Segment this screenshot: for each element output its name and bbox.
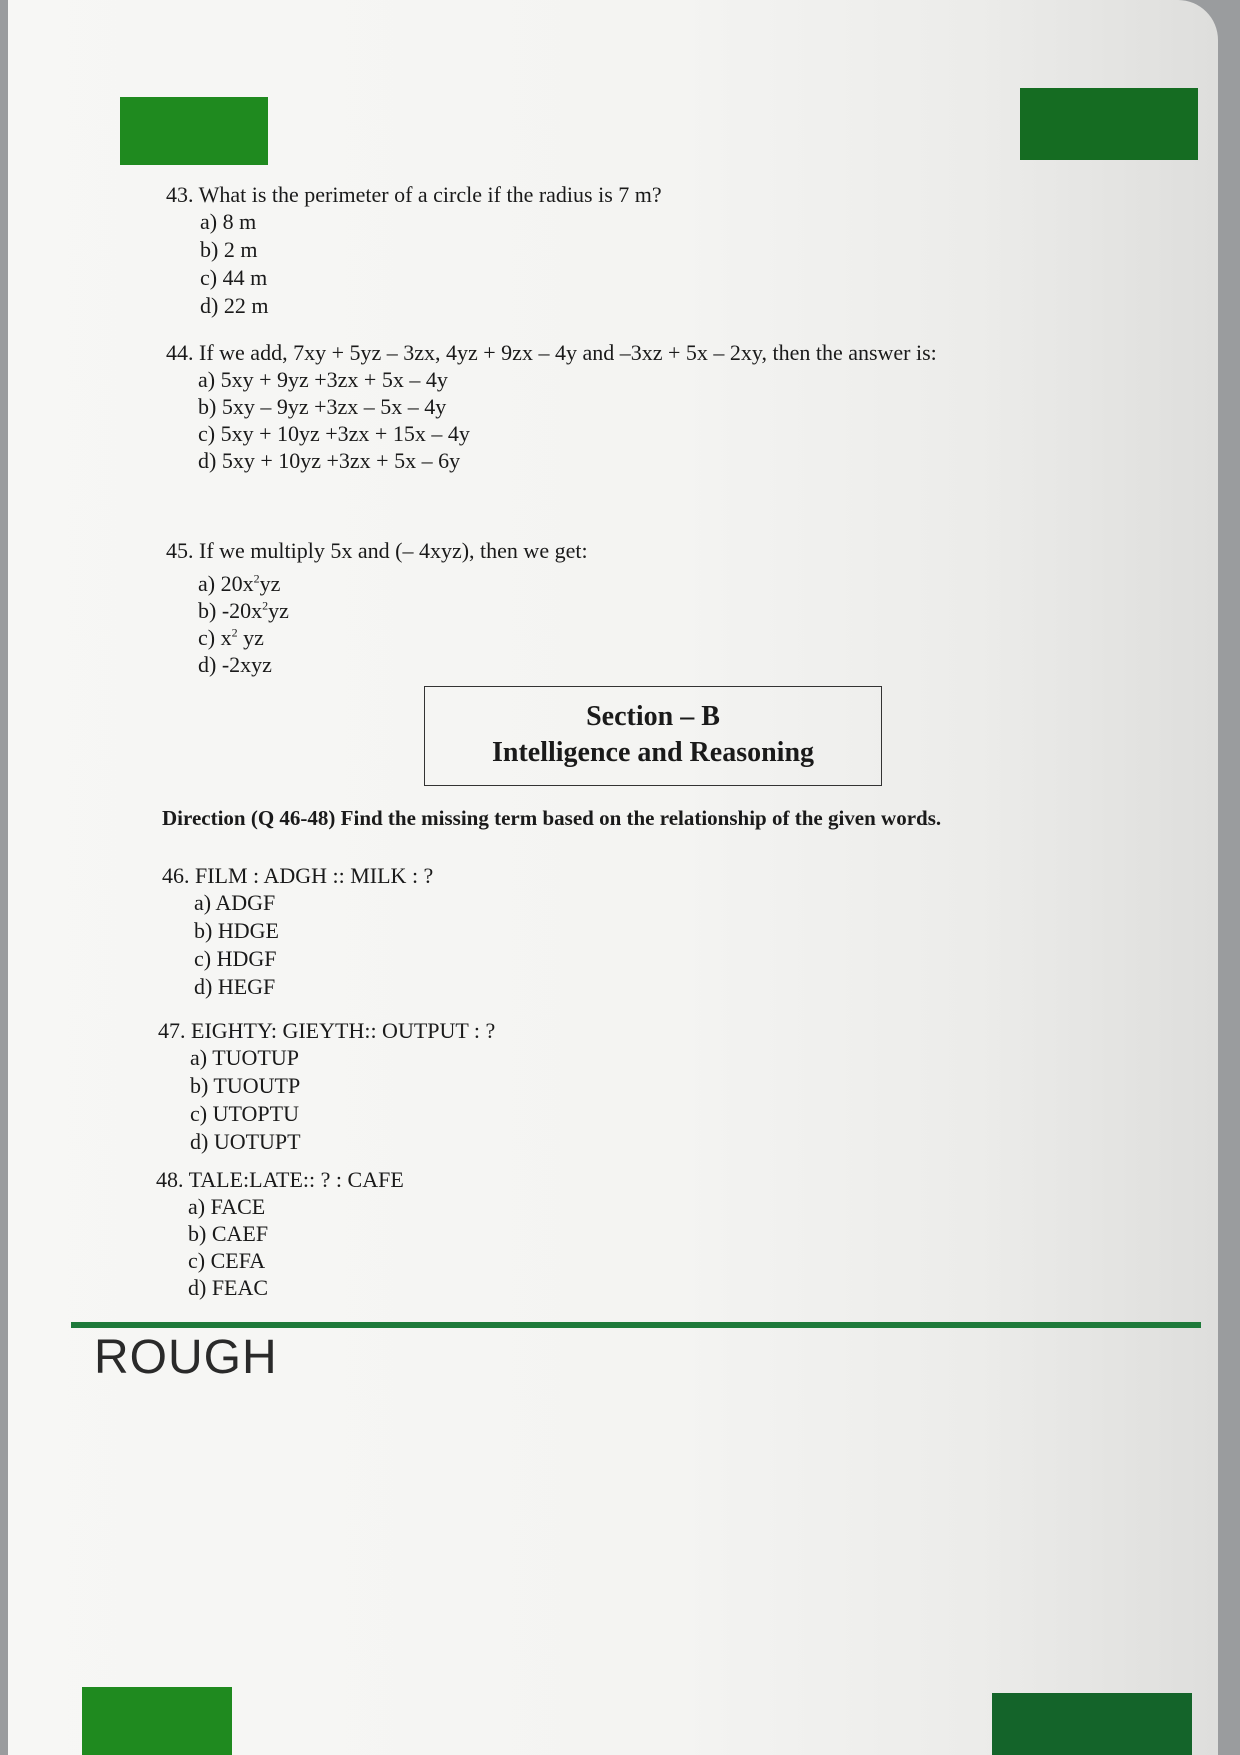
option-c: c) 44 m — [200, 265, 268, 290]
option-d: d) 22 m — [200, 293, 269, 318]
option-d: d) 5xy + 10yz +3zx + 5x – 6y — [198, 448, 461, 473]
question-44 — [166, 339, 937, 474]
section-heading-box — [424, 686, 882, 786]
option-c: c) $x^2$ yz — [198, 625, 264, 650]
question-43 — [166, 181, 662, 320]
option-c: c) CEFA — [188, 1248, 266, 1273]
question-stem: 44. If we add, 7xy + 5yz – 3zx, 4yz + 9zx – 4y and –3xz + 5x – 2xy, then the answer is: — [166, 340, 937, 365]
option-c: c) UTOPTU — [190, 1101, 299, 1126]
option-d: d) HEGF — [194, 974, 276, 999]
option-c: c) HDGF — [194, 946, 277, 971]
question-46 — [162, 862, 433, 1001]
exam-page — [8, 0, 1218, 1755]
option-a: a) 8 m — [200, 209, 257, 234]
option-d: d) FEAC — [188, 1275, 269, 1300]
question-stem: 43. What is the perimeter of a circle if the radius is 7 m? — [166, 182, 662, 207]
question-stem: 48. TALE:LATE:: ? : CAFE — [156, 1167, 404, 1192]
option-c: c) 5xy + 10yz +3zx + 15x – 4y — [198, 421, 470, 446]
corner-mark-bottom-right — [992, 1693, 1192, 1755]
rough-work-label: ROUGH — [94, 1331, 278, 1384]
option-b: b) $-20x^2yz$ — [198, 598, 289, 623]
question-stem: 47. EIGHTY: GIEYTH:: OUTPUT : ? — [158, 1018, 496, 1043]
corner-mark-bottom-left — [82, 1687, 232, 1755]
option-a: a) TUOTUP — [190, 1045, 299, 1070]
question-stem: 45. If we multiply 5x and (– 4xyz), then we get: — [166, 538, 588, 563]
section-subtitle: Intelligence and Reasoning — [491, 737, 815, 768]
corner-mark-top-left — [120, 97, 268, 165]
section-title: Section – B — [586, 701, 720, 732]
option-b: b) 5xy – 9yz +3zx – 5x – 4y — [198, 394, 447, 419]
option-b: b) CAEF — [188, 1221, 269, 1246]
direction-text: Direction (Q 46-48) Find the missing term based on the relationship of the given words. — [162, 806, 942, 830]
option-b: b) TUOUTP — [190, 1073, 301, 1098]
option-b: b) HDGE — [194, 918, 279, 943]
option-b: b) 2 m — [200, 237, 258, 262]
question-47 — [158, 1017, 495, 1156]
option-d: d) -2xyz — [198, 652, 272, 677]
option-a: a) FACE — [188, 1194, 266, 1219]
corner-mark-top-right — [1020, 88, 1198, 160]
question-48 — [156, 1166, 404, 1301]
question-stem: 46. FILM : ADGH :: MILK : ? — [162, 863, 434, 888]
option-a: a) $20x^2yz$ — [198, 571, 281, 596]
option-a: a) ADGF — [194, 890, 276, 915]
section-divider-line — [71, 1322, 1201, 1328]
option-a: a) 5xy + 9yz +3zx + 5x – 4y — [198, 367, 448, 392]
option-d: d) UOTUPT — [190, 1129, 301, 1154]
question-45 — [166, 537, 588, 678]
